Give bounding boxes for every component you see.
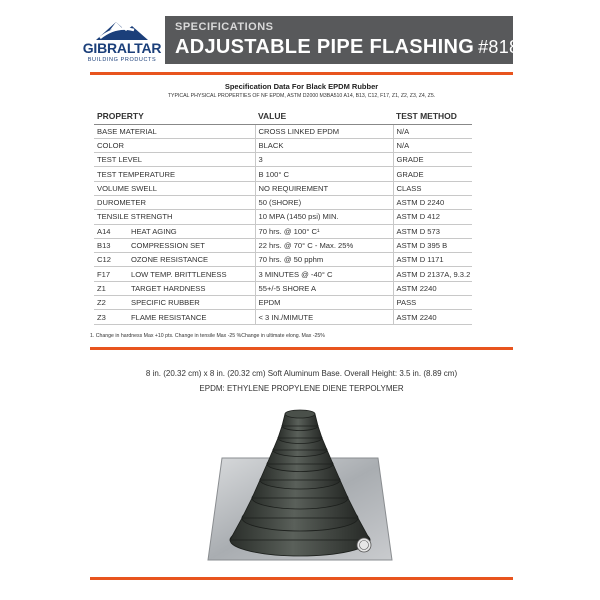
bottom-divider <box>90 577 513 580</box>
mountain-logo-icon <box>82 16 162 42</box>
header-value: VALUE <box>255 109 393 124</box>
test-method-cell: ASTM D 573 <box>393 224 472 238</box>
property-name: FLAME RESISTANCE <box>131 312 207 322</box>
property-name: COLOR <box>97 140 125 150</box>
property-name: OZONE RESISTANCE <box>131 255 209 265</box>
spec-table <box>94 109 472 325</box>
top-divider <box>90 72 513 75</box>
value-cell: 50 (SHORE) <box>255 195 393 209</box>
eyebrow-label: SPECIFICATIONS <box>175 21 274 33</box>
property-code: C12 <box>97 255 111 265</box>
value-cell: < 3 IN./MIMUTE <box>255 310 393 324</box>
test-method-cell: ASTM D 1171 <box>393 253 472 267</box>
test-method-cell: ASTM D 2137A, 9.3.2 <box>393 267 472 281</box>
table-row <box>94 124 472 138</box>
property-name: TEST TEMPERATURE <box>97 169 176 179</box>
spec-title: Specification Data For Black EPDM Rubber <box>224 82 379 91</box>
test-method-cell: ASTM 2240 <box>393 281 472 295</box>
property-cell <box>94 238 255 252</box>
property-name: COMPRESSION SET <box>131 241 205 251</box>
middle-divider <box>90 347 513 350</box>
product-title: ADJUSTABLE PIPE FLASHING <box>175 36 475 58</box>
property-cell <box>94 210 255 224</box>
property-code: B13 <box>97 241 111 251</box>
property-code: F17 <box>97 269 111 279</box>
test-method-cell: PASS <box>393 296 472 310</box>
property-cell <box>94 281 255 295</box>
property-code: A14 <box>97 226 111 236</box>
property-cell <box>94 153 255 167</box>
test-method-cell: ASTM D 2240 <box>393 195 472 209</box>
property-name: SPECIFIC RUBBER <box>131 298 200 308</box>
header-test-method: TEST METHOD <box>393 109 472 124</box>
value-cell: BLACK <box>255 138 393 152</box>
property-name: TARGET HARDNESS <box>131 283 206 293</box>
table-row <box>94 238 472 252</box>
footnote: 1. Change in hardness Max +10 pts. Change in tensile Max -25 %Change in ultimate elong. Max -25% <box>90 333 325 339</box>
table-row <box>94 210 472 224</box>
property-name: DUROMETER <box>97 198 146 208</box>
table-row <box>94 224 472 238</box>
value-cell: 3 MINUTES @ -40° C <box>255 267 393 281</box>
property-cell <box>94 195 255 209</box>
property-name: HEAT AGING <box>131 226 177 236</box>
test-method-cell: N/A <box>393 124 472 138</box>
property-cell <box>94 253 255 267</box>
value-cell: 70 hrs. @ 100° C¹ <box>255 224 393 238</box>
table-row <box>94 195 472 209</box>
value-cell: 10 MPA (1450 psi) MIN. <box>255 210 393 224</box>
test-method-cell: CLASS <box>393 181 472 195</box>
gibraltar-logo <box>82 16 162 72</box>
property-name: TENSILE STRENGTH <box>97 212 173 222</box>
table-row <box>94 153 472 167</box>
table-row <box>94 167 472 181</box>
dimensions-text: 8 in. (20.32 cm) x 8 in. (20.32 cm) Soft Aluminum Base. Overall Height: 3.5 in. (8.89 cm) <box>145 369 458 378</box>
property-cell <box>94 296 255 310</box>
value-cell: NO REQUIREMENT <box>255 181 393 195</box>
item-number: #81840 <box>478 37 540 57</box>
page-title <box>175 36 540 59</box>
property-cell <box>94 124 255 138</box>
value-cell: EPDM <box>255 296 393 310</box>
table-row <box>94 296 472 310</box>
property-cell <box>94 267 255 281</box>
test-method-cell: ASTM D 412 <box>393 210 472 224</box>
table-body <box>94 124 472 324</box>
property-cell <box>94 224 255 238</box>
test-method-cell: N/A <box>393 138 472 152</box>
material-text: EPDM: ETHYLENE PROPYLENE DIENE TERPOLYMER <box>199 384 404 393</box>
property-name: TEST LEVEL <box>97 155 143 165</box>
value-cell: 70 hrs. @ 50 pphm <box>255 253 393 267</box>
property-cell <box>94 167 255 181</box>
value-cell: B 100° C <box>255 167 393 181</box>
property-code: Z2 <box>97 298 106 308</box>
value-cell: 22 hrs. @ 70° C - Max. 25% <box>255 238 393 252</box>
table-row <box>94 253 472 267</box>
table-row <box>94 138 472 152</box>
property-cell <box>94 181 255 195</box>
value-cell: 55+/-5 SHORE A <box>255 281 393 295</box>
property-cell <box>94 310 255 324</box>
header <box>0 0 600 80</box>
property-name: LOW TEMP. BRITTLENESS <box>131 269 227 279</box>
table-row <box>94 281 472 295</box>
test-method-cell: GRADE <box>393 167 472 181</box>
brand-tagline: BUILDING PRODUCTS <box>87 57 157 63</box>
header-property: PROPERTY <box>94 109 255 124</box>
test-method-cell: ASTM D 395 B <box>393 238 472 252</box>
spec-subtitle: TYPICAL PHYSICAL PROPERTIES OF NF EPDM, ASTM D2000 M3BA510 A14, B13, C12, F17, Z1, Z2, Z3, Z4, Z5. <box>167 93 436 99</box>
pipe-flashing-illustration-icon <box>200 400 400 570</box>
property-code: Z1 <box>97 283 106 293</box>
product-image <box>200 400 400 570</box>
table-row <box>94 267 472 281</box>
brand-name: GIBRALTAR <box>82 40 162 56</box>
table-row <box>94 181 472 195</box>
property-name: VOLUME SWELL <box>97 183 157 193</box>
value-cell: CROSS LINKED EPDM <box>255 124 393 138</box>
test-method-cell: GRADE <box>393 153 472 167</box>
value-cell: 3 <box>255 153 393 167</box>
table-header-row <box>94 109 472 124</box>
title-banner <box>165 16 540 64</box>
property-code: Z3 <box>97 312 106 322</box>
table-row <box>94 310 472 324</box>
test-method-cell: ASTM 2240 <box>393 310 472 324</box>
property-cell <box>94 138 255 152</box>
property-name: BASE MATERIAL <box>97 126 157 136</box>
